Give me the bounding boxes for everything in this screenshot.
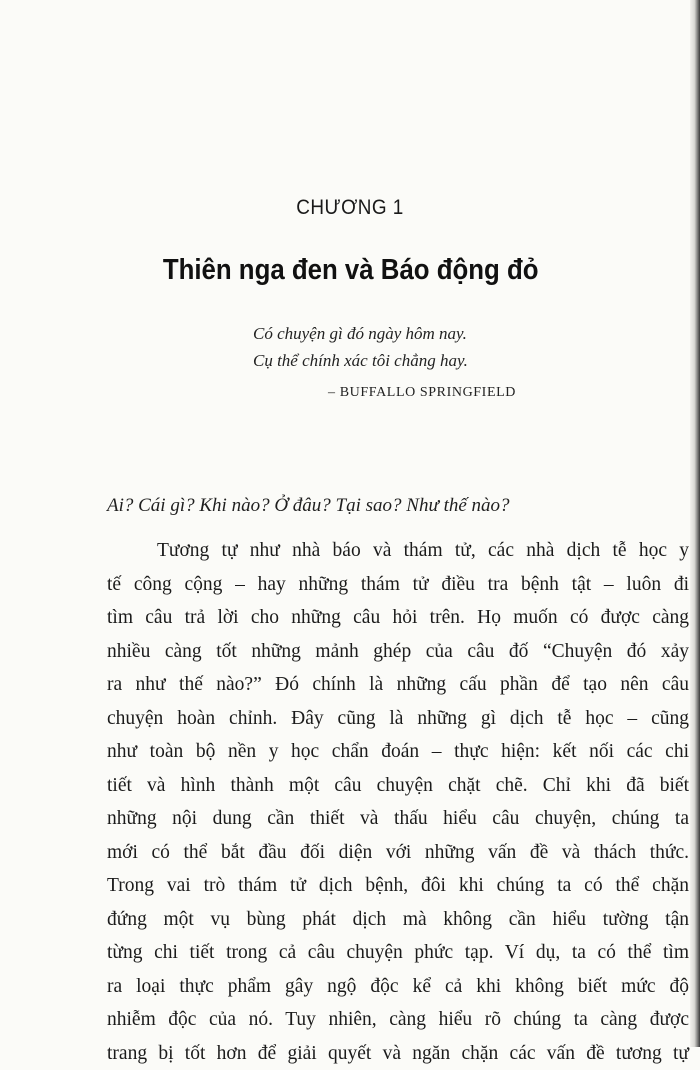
body-line: những nội dung cần thiết và thấu hiểu câu chuyện, chúng ta (107, 802, 689, 836)
body-line: Tương tự như nhà báo và thám tử, các nhà dịch tễ học y (107, 534, 689, 568)
body-line: đứng một vụ bùng phát dịch mà không cần hiểu tường tận (107, 903, 689, 937)
body-line: ra loại thực phẩm gây ngộ độc kể cả khi không biết mức độ (107, 970, 689, 1004)
body-paragraph (107, 534, 689, 1070)
page-gutter-shadow (690, 0, 700, 1047)
chapter-title: Thiên nga đen và Báo động đỏ (0, 254, 700, 287)
body-line: tế công cộng – hay những thám tử điều tra bệnh tật – luôn đi (107, 568, 689, 602)
body-line: như toàn bộ nền y học chẩn đoán – thực hiện: kết nối các chi (107, 735, 689, 769)
epigraph-line: Có chuyện gì đó ngày hôm nay. (253, 320, 553, 347)
chapter-label: CHƯƠNG 1 (35, 196, 665, 220)
body-line: nhiều càng tốt những mảnh ghép của câu đố “Chuyện đó xảy (107, 635, 689, 669)
body-line: ra như thế nào?” Đó chính là những cấu phần để tạo nên câu (107, 668, 689, 702)
epigraph-line: Cụ thể chính xác tôi chẳng hay. (253, 347, 553, 374)
epigraph-source: – BUFFALLO SPRINGFIELD (328, 385, 516, 401)
body-line: tìm câu trả lời cho những câu hỏi trên. Họ muốn có được càng (107, 601, 689, 635)
body-line: trang bị tốt hơn để giải quyết và ngăn chặn các vấn đề tương tự (107, 1037, 689, 1070)
lead-question: Ai? Cái gì? Khi nào? Ở đâu? Tại sao? Như thế nào? (107, 495, 667, 517)
body-line: mới có thể bắt đầu đối diện với những vấn đề và thách thức. (107, 836, 689, 870)
body-line: Trong vai trò thám tử dịch bệnh, đôi khi chúng ta có thể chặn (107, 869, 689, 903)
body-line: tiết và hình thành một câu chuyện chặt chẽ. Chỉ khi đã biết (107, 769, 689, 803)
body-line: nhiễm độc của nó. Tuy nhiên, càng hiểu rõ chúng ta càng được (107, 1003, 689, 1037)
body-line: chuyện hoàn chỉnh. Đây cũng là những gì dịch tễ học – cũng (107, 702, 689, 736)
body-line: từng chi tiết trong cả câu chuyện phức tạp. Ví dụ, ta có thể tìm (107, 936, 689, 970)
epigraph (253, 320, 553, 374)
